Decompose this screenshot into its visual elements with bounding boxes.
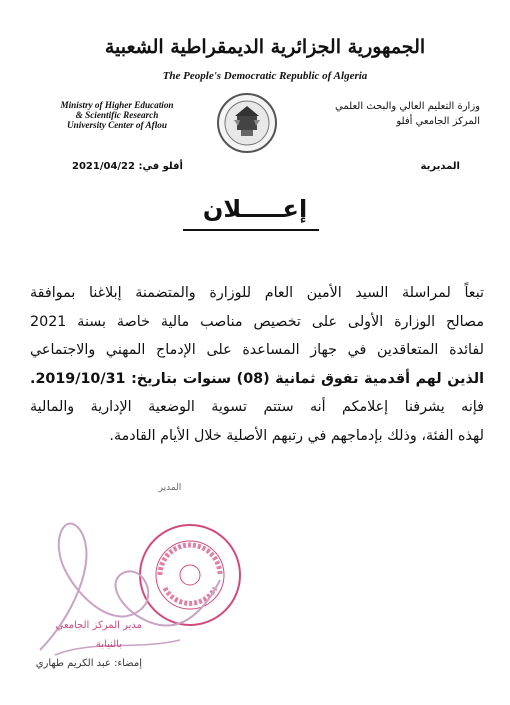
document-date: أفلو في: 2021/04/22 [72, 161, 183, 172]
ministry-line-1: Ministry of Higher Education [60, 100, 174, 110]
university-logo [216, 92, 278, 154]
ministry-line-2: & Scientific Research [75, 110, 159, 120]
announcement-body [30, 279, 484, 450]
body-line-6: لهذه الفئة، وذلك بإدماجهم في رتبهم الأصلية خلال الأيام القادمة. [109, 427, 484, 444]
ministry-block-ar [300, 99, 480, 129]
ministry-name-ar: وزارة التعليم العالي والبحث العلمي [335, 101, 480, 112]
title-underline [183, 229, 319, 231]
body-line-3: لفائدة المتعاقدين في جهاز المساعدة على الإدماج المهني والاجتماعي [30, 342, 484, 358]
university-name-ar: المركز الجامعي أفلو [396, 116, 480, 127]
body-line-1: تبعاً لمراسلة السيد الأمين العام للوزارة والمتضمنة إبلاغنا بموافقة [30, 285, 484, 301]
announcement-title: إعـــــلان [202, 195, 308, 223]
body-line-4: الذين لهم أقدمية تفوق ثمانية (08) سنوات بتاريخ: 2019/10/31. [30, 370, 484, 387]
republic-title-en: The People's Democratic Republic of Algeria [162, 70, 368, 82]
department-label: المديرية [420, 161, 460, 172]
stamp-title-line: مدير المركز الجامعي [55, 620, 142, 631]
director-label: المدير [158, 483, 182, 493]
republic-title-ar: الجمهورية الجزائرية الديمقراطية الشعبية [104, 36, 426, 58]
body-line-2: مصالح الوزارة الأولى على تخصيص مناصب مالية خاصة بسنة 2021 [30, 313, 484, 330]
stamp-acting-line: بالنيابة [95, 639, 122, 650]
ministry-block-en [22, 100, 212, 130]
university-name-en: University Center of Aflou [67, 120, 167, 130]
body-line-5: فإنه يشرفنا إعلامكم أنه ستتم تسوية الوضعية الإدارية والمالية [30, 399, 484, 415]
signer-name: إمضاء: عبد الكريم طهاري [35, 658, 142, 669]
